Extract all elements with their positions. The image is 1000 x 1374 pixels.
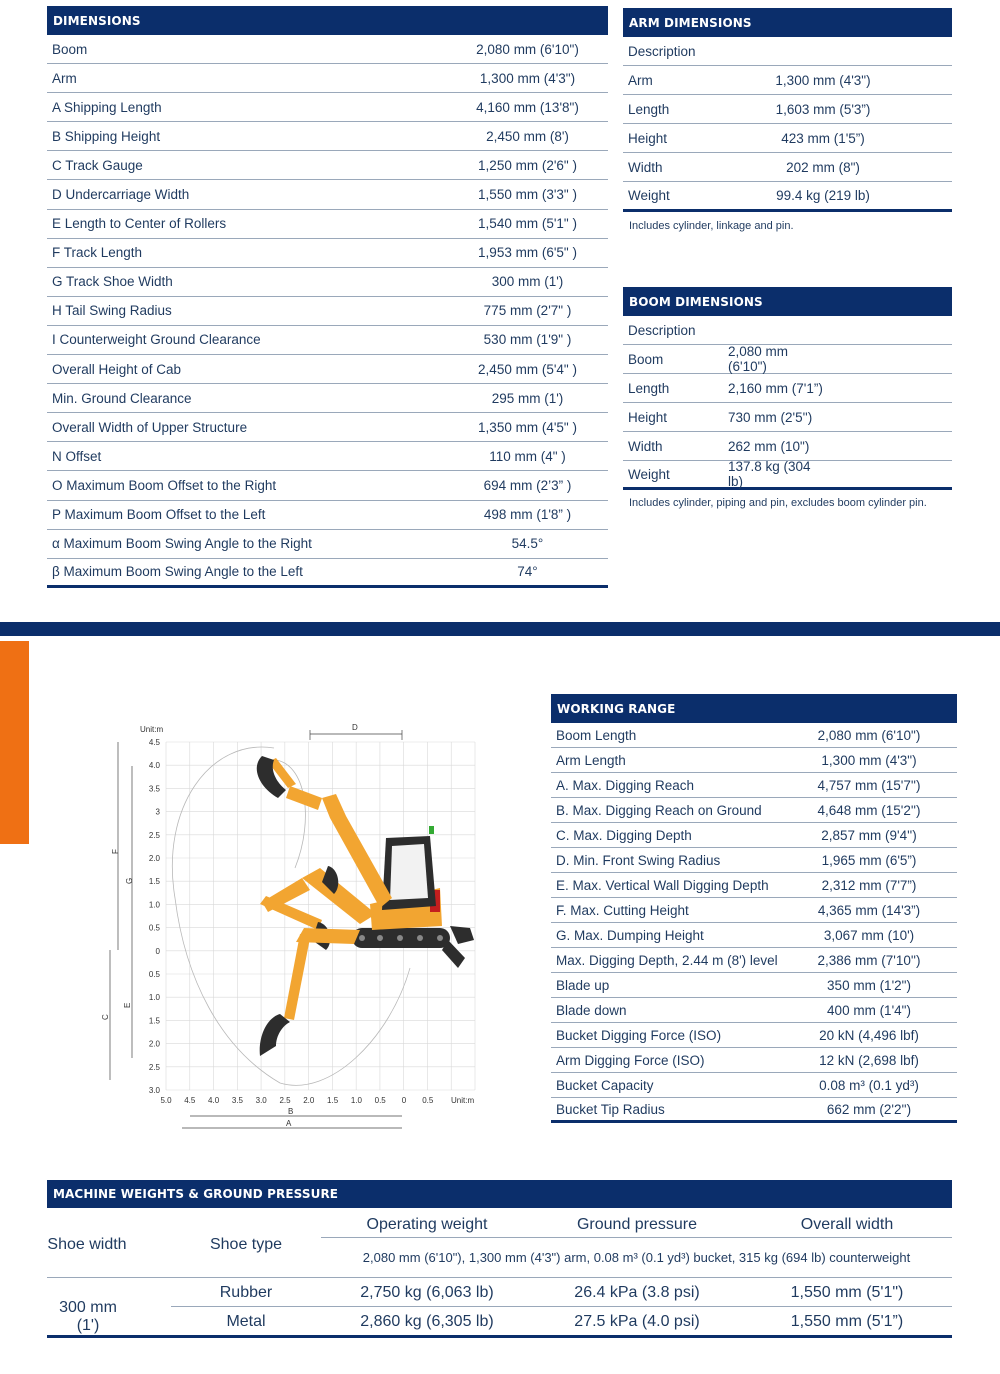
table-row — [551, 1048, 957, 1073]
row-label: H Tail Swing Radius — [52, 303, 172, 319]
row-label: Arm — [52, 70, 77, 86]
x-tick-label: 4.0 — [208, 1096, 220, 1105]
row-value: 54.5° — [511, 536, 544, 552]
working-range-table — [551, 723, 957, 1123]
arm-note: Includes cylinder, linkage and pin. — [629, 220, 794, 232]
table-row — [47, 355, 608, 384]
table-row — [47, 268, 608, 297]
col-shoe-type: Shoe type — [209, 1236, 283, 1253]
row-value: 1,540 mm (5'1" ) — [478, 216, 577, 232]
row-label: Boom Length — [556, 727, 637, 743]
row-label: Overall Height of Cab — [52, 361, 182, 377]
x-tick-label: 2.5 — [279, 1096, 291, 1105]
row-label: Width — [628, 159, 663, 175]
table-row — [47, 471, 608, 500]
row-label: Overall Width of Upper Structure — [52, 419, 248, 435]
row-label: Bucket Digging Force (ISO) — [556, 1027, 722, 1043]
row-value: 2,080 mm (6'10") — [728, 344, 789, 374]
boom-dimensions-header — [623, 287, 952, 316]
row-value: 730 mm (2'5'') — [728, 409, 813, 425]
row-label: B Shipping Height — [52, 128, 161, 144]
row-value: 1,965 mm (6'5”) — [821, 852, 917, 868]
x-axis-ticks — [160, 1096, 433, 1105]
table-row — [623, 153, 952, 182]
table-row — [623, 345, 952, 374]
row-label: Length — [628, 380, 670, 396]
row-value: 2,160 mm (7'1”) — [728, 380, 823, 396]
table-row — [47, 239, 608, 268]
row-rubber-weight: 2,750 kg (6,063 lb) — [360, 1284, 494, 1301]
row-value: 350 mm (1'2") — [827, 977, 911, 993]
row-value: 0.08 m³ (0.1 yd³) — [819, 1077, 919, 1093]
x-tick-label: 3.0 — [255, 1096, 267, 1105]
table-row — [551, 923, 957, 948]
working-range-diagram — [90, 718, 490, 1138]
y-tick-label: 1.5 — [148, 1016, 160, 1026]
row-value: 4,757 mm (15'7'') — [817, 777, 921, 793]
table-row — [47, 64, 608, 93]
row-value: 110 mm (4" ) — [489, 448, 566, 464]
row-value: 1,300 mm (4'3") — [775, 72, 871, 88]
table-row — [47, 151, 608, 180]
row-value: 99.4 kg (219 lb) — [776, 188, 870, 204]
row-label: Bucket Tip Radius — [556, 1101, 665, 1117]
row-label: Height — [628, 409, 668, 425]
table-row — [623, 461, 952, 490]
table-row — [551, 998, 957, 1023]
table-row — [623, 124, 952, 153]
row-label: Boom — [628, 351, 664, 367]
arm-dimensions-table — [623, 37, 952, 212]
table-row — [47, 297, 608, 326]
y-tick-label: 0.5 — [148, 970, 160, 979]
row-value: 400 mm (1'4") — [827, 1002, 911, 1018]
row-label: Boom — [52, 41, 88, 57]
y-tick-label: 3 — [155, 807, 160, 817]
description-label: Description — [628, 43, 696, 59]
row-rubber-pressure: 26.4 kPa (3.8 psi) — [574, 1284, 700, 1301]
row-value: 498 mm (1'8” ) — [483, 507, 572, 523]
row-label: Blade down — [556, 1002, 627, 1018]
table-row — [551, 723, 957, 748]
arm-dimensions-header — [623, 8, 952, 37]
row-value: 1,350 mm (4'5" ) — [478, 419, 577, 435]
row-label: Length — [628, 101, 670, 117]
row-value: 202 mm (8") — [786, 159, 860, 175]
row-value: 4,365 mm (14'3”) — [817, 902, 921, 918]
row-label: O Maximum Boom Offset to the Right — [52, 477, 277, 493]
dimensions-title: DIMENSIONS — [53, 13, 141, 28]
col-ground-pressure: Ground pressure — [576, 1216, 698, 1233]
row-value: 262 mm (10") — [728, 438, 810, 454]
row-value: 74° — [517, 564, 538, 580]
row-label: Min. Ground Clearance — [52, 390, 192, 406]
header-divider — [321, 1237, 952, 1238]
working-range-title: WORKING RANGE — [557, 701, 676, 716]
row-label: Weight — [628, 466, 670, 482]
machine-weights-table — [47, 1208, 952, 1338]
col-operating-weight: Operating weight — [366, 1216, 488, 1233]
y-tick-label: 2.5 — [148, 830, 160, 840]
dim-letter-g: G — [125, 877, 134, 884]
dimensions-header — [47, 6, 608, 35]
boom-dimensions-table — [623, 316, 952, 490]
row-value: 530 mm (1'9" ) — [483, 332, 572, 348]
table-row — [551, 948, 957, 973]
dim-letter-a: A — [286, 1119, 292, 1128]
description-row — [623, 316, 952, 345]
table-row — [623, 374, 952, 403]
row-value: 12 kN (2,698 lbf) — [819, 1052, 919, 1068]
y-tick-label: 2.5 — [148, 1062, 160, 1072]
row-label: G. Max. Dumping Height — [556, 927, 704, 943]
row-label: E Length to Center of Rollers — [52, 216, 227, 232]
row-value: 1,300 mm (4'3") — [479, 70, 576, 86]
x-tick-label: 0.5 — [422, 1096, 434, 1105]
table-row — [623, 95, 952, 124]
row-value: 694 mm (2’3” ) — [483, 477, 572, 493]
row-value: 2,450 mm (8') — [486, 128, 569, 144]
x-tick-label: 4.5 — [184, 1096, 196, 1105]
row-value: 20 kN (4,496 lbf) — [819, 1027, 919, 1043]
row-value: 1,953 mm (6'5" ) — [478, 245, 577, 261]
y-tick-label: 1.0 — [148, 900, 160, 910]
row-label: Arm — [628, 72, 653, 88]
table-row — [551, 1098, 957, 1123]
row-label: Weight — [628, 188, 670, 204]
description-row — [623, 37, 952, 66]
arm-dimensions-title: ARM DIMENSIONS — [629, 15, 752, 30]
row-value: 137.8 kg (304 lb) — [728, 459, 811, 489]
row-value: 2,080 mm (6'10") — [817, 727, 921, 743]
row-rubber-width: 1,550 mm (5'1") — [790, 1284, 904, 1301]
row-value: 3,067 mm (10') — [823, 927, 915, 943]
x-tick-label: 5.0 — [160, 1096, 172, 1105]
row-value: 4,160 mm (13'8") — [476, 99, 579, 115]
dim-letter-b: B — [288, 1107, 294, 1116]
row-value: 1,250 mm (2'6" ) — [478, 157, 577, 173]
y-tick-label: 2.0 — [148, 854, 160, 863]
row-metal-pressure: 27.5 kPa (4.0 psi) — [574, 1313, 700, 1330]
excavator-illustration — [257, 756, 474, 1056]
table-row — [47, 384, 608, 413]
row-value: 2,386 mm (7'10'') — [817, 952, 921, 968]
table-row — [47, 180, 608, 209]
row-divider — [171, 1306, 952, 1307]
dim-letter-c: C — [101, 1014, 110, 1020]
row-value: 4,648 mm (15'2'') — [817, 802, 921, 818]
x-tick-label: 2.0 — [303, 1096, 315, 1105]
table-row — [551, 823, 957, 848]
row-label: P Maximum Boom Offset to the Left — [52, 507, 266, 523]
row-label: E. Max. Vertical Wall Digging Depth — [556, 877, 769, 893]
x-tick-label: 1.5 — [327, 1096, 339, 1105]
row-label: F Track Length — [52, 245, 143, 261]
row-metal-type: Metal — [226, 1313, 266, 1330]
y-tick-label: 0 — [155, 946, 160, 956]
working-range-header — [551, 694, 957, 723]
row-value: 775 mm (2'7" ) — [483, 303, 572, 319]
machine-weights-header — [47, 1180, 952, 1208]
description-label: Description — [628, 322, 696, 338]
table-row — [551, 773, 957, 798]
row-label: D Undercarriage Width — [52, 187, 190, 203]
row-rubber-type: Rubber — [219, 1284, 273, 1301]
row-label: Max. Digging Depth, 2.44 m (8') level — [556, 952, 778, 968]
row-value: 423 mm (1'5”) — [781, 130, 865, 146]
row-label: Arm Digging Force (ISO) — [556, 1052, 705, 1068]
row-value: 2,857 mm (9'4'') — [821, 827, 917, 843]
table-row — [551, 1073, 957, 1098]
row-label: Width — [628, 438, 663, 454]
x-tick-label: 3.5 — [231, 1096, 243, 1105]
y-tick-label: 2.0 — [148, 1039, 160, 1049]
row-value: 2,450 mm (5'4" ) — [478, 361, 577, 377]
row-metal-width: 1,550 mm (5'1”) — [790, 1313, 904, 1330]
table-row — [551, 748, 957, 773]
section-divider — [47, 1277, 952, 1278]
table-row — [47, 501, 608, 530]
table-row — [47, 35, 608, 64]
y-tick-label: 1.0 — [148, 993, 160, 1003]
table-row — [551, 1023, 957, 1048]
table-row — [551, 873, 957, 898]
row-label: B. Max. Digging Reach on Ground — [556, 802, 762, 818]
row-label: A. Max. Digging Reach — [556, 777, 695, 793]
row-value: 1,603 mm (5'3”) — [775, 101, 871, 117]
row-label: Height — [628, 130, 668, 146]
row-label: D. Min. Front Swing Radius — [556, 852, 721, 868]
table-row — [623, 66, 952, 95]
row-value: 662 mm (2'2'') — [826, 1101, 912, 1117]
machine-weights-title: MACHINE WEIGHTS & GROUND PRESSURE — [53, 1187, 339, 1201]
x-tick-label: 1.0 — [350, 1096, 362, 1105]
col-shoe-width: Shoe width — [47, 1236, 127, 1253]
table-row — [551, 898, 957, 923]
table-row — [623, 182, 952, 211]
row-label: F. Max. Cutting Height — [556, 902, 689, 918]
row-value: 2,080 mm (6'10") — [476, 41, 579, 57]
y-tick-label: 3.5 — [148, 784, 160, 794]
row-label: Blade up — [556, 977, 610, 993]
row-value: 1,300 mm (4'3") — [821, 752, 917, 768]
row-label: C. Max. Digging Depth — [556, 827, 692, 843]
row-label: C Track Gauge — [52, 157, 143, 173]
unit-label-top: Unit:m — [140, 725, 164, 734]
row-value: 2,312 mm (7'7”) — [821, 877, 917, 893]
row-value: 295 mm (1') — [491, 390, 564, 406]
table-row — [47, 530, 608, 559]
row-metal-weight: 2,860 kg (6,305 lb) — [360, 1313, 494, 1330]
row-label: β Maximum Boom Swing Angle to the Left — [52, 564, 303, 580]
boom-note: Includes cylinder, piping and pin, excludes boom cylinder pin. — [629, 497, 927, 509]
table-row — [47, 413, 608, 442]
row-label: A Shipping Length — [52, 99, 162, 115]
table-row — [551, 973, 957, 998]
dimensions-table — [47, 35, 608, 588]
row-label: α Maximum Boom Swing Angle to the Right — [52, 536, 312, 552]
shoe-width-value: 300 mm (1') — [59, 1299, 117, 1334]
y-tick-label: 3.0 — [148, 1086, 160, 1095]
y-tick-label: 4.0 — [148, 761, 160, 771]
orange-side-tab — [0, 641, 29, 844]
row-label: I Counterweight Ground Clearance — [52, 332, 261, 348]
y-tick-label: 4.5 — [148, 738, 160, 747]
table-row — [47, 559, 608, 588]
unit-label-right: Unit:m — [451, 1096, 475, 1105]
table-row — [47, 93, 608, 122]
row-label: N Offset — [52, 448, 102, 464]
boom-dimensions-title: BOOM DIMENSIONS — [629, 294, 763, 309]
row-label: G Track Shoe Width — [52, 274, 173, 290]
row-value: 300 mm (1') — [491, 274, 564, 290]
section-divider-band — [0, 622, 1000, 636]
y-axis-ticks — [149, 738, 161, 1095]
dim-letter-f: F — [111, 849, 120, 854]
table-row — [47, 122, 608, 151]
y-tick-label: 0.5 — [148, 923, 160, 933]
row-value: 1,550 mm (3'3" ) — [478, 187, 577, 203]
row-label: Bucket Capacity — [556, 1077, 654, 1093]
table-row — [47, 326, 608, 355]
col-overall-width: Overall width — [800, 1216, 894, 1233]
table-row — [47, 210, 608, 239]
x-tick-label: 0.5 — [374, 1096, 386, 1105]
config-note: 2,080 mm (6'10"), 1,300 mm (4'3") arm, 0.08 m³ (0.1 yd³) bucket, 315 kg (694 lb) counterweight — [362, 1250, 911, 1265]
table-bottom-rule — [47, 1335, 952, 1338]
x-tick-label: 0 — [401, 1096, 407, 1105]
row-label: Arm Length — [556, 752, 626, 768]
y-tick-label: 1.5 — [148, 877, 160, 887]
table-row — [551, 798, 957, 823]
table-row — [623, 403, 952, 432]
dim-letter-e: E — [123, 1002, 132, 1008]
table-row — [623, 432, 952, 461]
table-row — [47, 442, 608, 471]
dim-letter-d: D — [352, 723, 358, 732]
table-row — [551, 848, 957, 873]
